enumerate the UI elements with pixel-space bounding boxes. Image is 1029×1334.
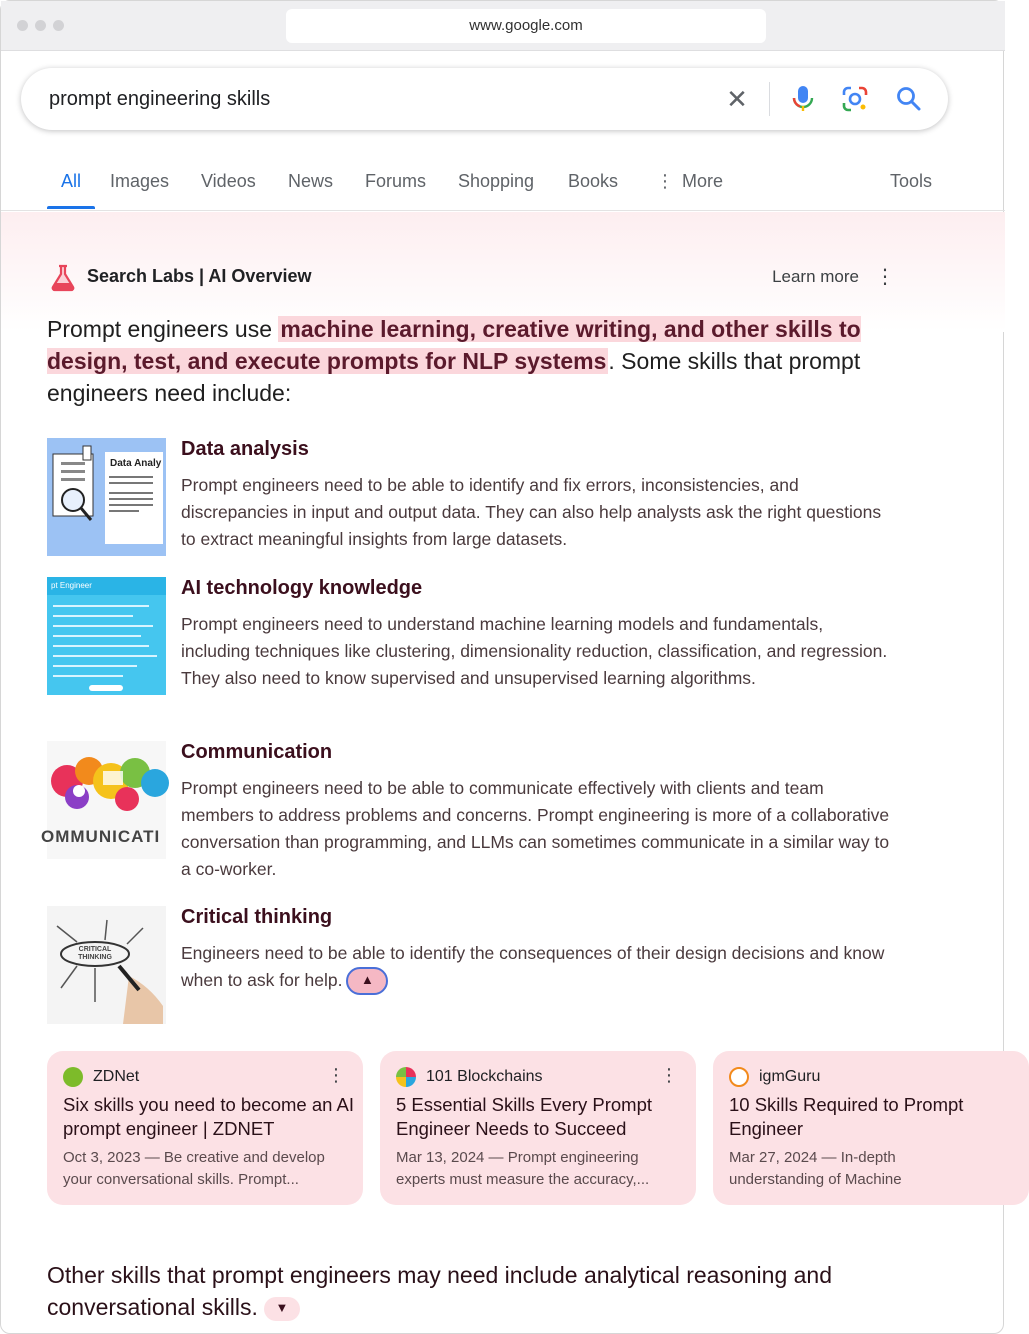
search-box[interactable] xyxy=(21,68,948,130)
active-tab-indicator xyxy=(47,206,95,209)
other-skills-body: Other skills that prompt engineers may need include analytical reasoning and conversational skills. xyxy=(47,1262,832,1320)
ai-technology-title: AI technology knowledge xyxy=(181,577,423,599)
close-icon[interactable]: ✕ xyxy=(726,83,748,114)
source-site: 101 Blockchains xyxy=(426,1068,543,1085)
chevron-down-icon: ▼ xyxy=(275,1299,289,1315)
skill-item-critical-thinking xyxy=(47,906,897,1026)
critical-thinking-text xyxy=(181,940,893,995)
ai-overview-title: Search Labs | AI Overview xyxy=(87,266,312,286)
tab-forums[interactable]: Forums xyxy=(365,171,427,191)
expand-button[interactable] xyxy=(264,1297,300,1321)
source-snippet xyxy=(729,1147,1029,1191)
browser-chrome xyxy=(1,1,1005,51)
more-vert-icon: ⋮ xyxy=(656,171,674,191)
zdnet-logo-icon xyxy=(63,1067,83,1087)
ai-summary xyxy=(47,313,897,409)
lens-camera-icon[interactable] xyxy=(839,83,871,115)
summary-outro: . Some skills that prompt engineers need include: xyxy=(47,348,861,406)
source-title: 5 Essential Skills Every Prompt Engineer Needs to Succeed xyxy=(396,1094,653,1139)
source-date: Mar 27, 2024 xyxy=(729,1149,818,1166)
ai-technology-thumbnail[interactable] xyxy=(47,577,166,695)
more-options-icon[interactable]: ⋮ xyxy=(875,266,895,288)
critical-thinking-thumbnail[interactable] xyxy=(47,906,166,1024)
source-title: Six skills you need to become an AI prompt engineer | ZDNET xyxy=(63,1094,355,1139)
summary-intro: Prompt engineers use xyxy=(47,316,279,342)
flask-icon xyxy=(49,263,77,296)
ai-overview-header xyxy=(49,263,895,291)
tab-news[interactable]: News xyxy=(288,171,334,191)
source-snippet-line-1: — Prompt engineering xyxy=(484,1149,639,1166)
search-tabs xyxy=(1,151,1005,211)
blockchains-logo-icon xyxy=(396,1067,416,1087)
minimize-window-button[interactable] xyxy=(35,20,46,31)
source-snippet-line-1: — Be creative and develop xyxy=(140,1149,325,1166)
source-snippet-line-2: your conversational skills. Prompt... xyxy=(63,1171,299,1188)
tab-shopping[interactable]: Shopping xyxy=(458,171,535,191)
communication-thumbnail[interactable] xyxy=(41,741,166,859)
critical-thinking-text-body: Engineers need to be able to identify the consequences of their design decisions and know when to ask for help. xyxy=(181,943,885,990)
data-analysis-thumbnail-label: Data Analy xyxy=(110,458,162,469)
source-title: 10 Skills Required to Prompt Engineer xyxy=(729,1094,964,1139)
communication-title: Communication xyxy=(181,741,333,763)
source-site: igmGuru xyxy=(759,1068,821,1085)
tab-all[interactable]: All xyxy=(61,171,82,191)
data-analysis-title: Data analysis xyxy=(181,438,309,460)
source-snippet-line-2: understanding of Machine xyxy=(729,1171,902,1188)
source-cards xyxy=(47,1051,964,1207)
source-snippet xyxy=(63,1147,363,1191)
ai-technology-text: Prompt engineers need to understand machine learning models and fundamentals, including techniques like clustering, dimensionality reduction, classification, and regression. They also need to know supervised and unsupervised learning algorithms. xyxy=(181,614,888,688)
source-card-zdnet[interactable] xyxy=(47,1051,363,1205)
microphone-icon[interactable] xyxy=(787,83,819,115)
source-snippet-line-1: — In-depth xyxy=(817,1149,896,1166)
source-date: Mar 13, 2024 xyxy=(396,1149,485,1166)
source-date: Oct 3, 2023 xyxy=(63,1149,141,1166)
other-skills-text xyxy=(47,1259,907,1323)
summary-highlight[interactable]: machine learning, creative writing, and other skills to design, test, and execute prompts for NLP systems xyxy=(47,316,861,374)
critical-thinking-thumbnail-label: CRITICAL THINKING xyxy=(78,946,112,961)
communication-text: Prompt engineers need to be able to communicate effectively with clients and team members to address problems and concerns. Prompt engineering is more of a collaborative conversation than programming, and LLMs can sometimes communicate in a similar way to a co-worker. xyxy=(181,778,890,879)
data-analysis-thumbnail[interactable] xyxy=(47,438,166,556)
tab-more[interactable] xyxy=(656,171,723,192)
maximize-window-button[interactable] xyxy=(53,20,64,31)
communication-thumbnail-label: OMMUNICATI xyxy=(41,827,161,846)
source-site: ZDNet xyxy=(93,1068,140,1085)
tab-videos[interactable]: Videos xyxy=(201,171,256,191)
chevron-up-icon: ▲ xyxy=(361,972,374,988)
source-card-101-blockchains[interactable] xyxy=(380,1051,696,1205)
tab-more-label: More xyxy=(682,171,724,191)
skill-item-ai-technology-knowledge xyxy=(47,577,897,717)
skill-item-communication xyxy=(41,741,897,881)
learn-more-link[interactable]: Learn more xyxy=(772,267,859,286)
source-snippet xyxy=(396,1147,696,1191)
more-options-icon[interactable]: ⋮ xyxy=(660,1065,678,1085)
tab-tools[interactable]: Tools xyxy=(890,171,933,191)
igmguru-logo-icon xyxy=(729,1067,749,1087)
search-input[interactable]: prompt engineering skills xyxy=(49,88,271,110)
tab-books[interactable]: Books xyxy=(568,171,619,191)
search-divider xyxy=(769,82,770,116)
critical-thinking-title: Critical thinking xyxy=(181,906,333,928)
tab-images[interactable]: Images xyxy=(110,171,170,191)
skill-item-data-analysis xyxy=(47,438,897,558)
window-controls xyxy=(17,20,64,31)
data-analysis-text: Prompt engineers need to be able to identify and fix errors, inconsistencies, and discrepancies in input and output data. They can also help analysts ask the right questions to extract meaningful insights from large datasets. xyxy=(181,475,882,549)
collapse-button[interactable] xyxy=(346,967,388,995)
more-options-icon[interactable]: ⋮ xyxy=(327,1065,345,1085)
ai-technology-thumbnail-label: pt Engineer xyxy=(51,581,92,590)
search-icon[interactable] xyxy=(893,83,925,115)
source-snippet-line-2: experts must measure the accuracy,... xyxy=(396,1171,650,1188)
source-card-igmguru[interactable] xyxy=(713,1051,1029,1205)
close-window-button[interactable] xyxy=(17,20,28,31)
address-bar[interactable]: www.google.com xyxy=(286,9,766,43)
